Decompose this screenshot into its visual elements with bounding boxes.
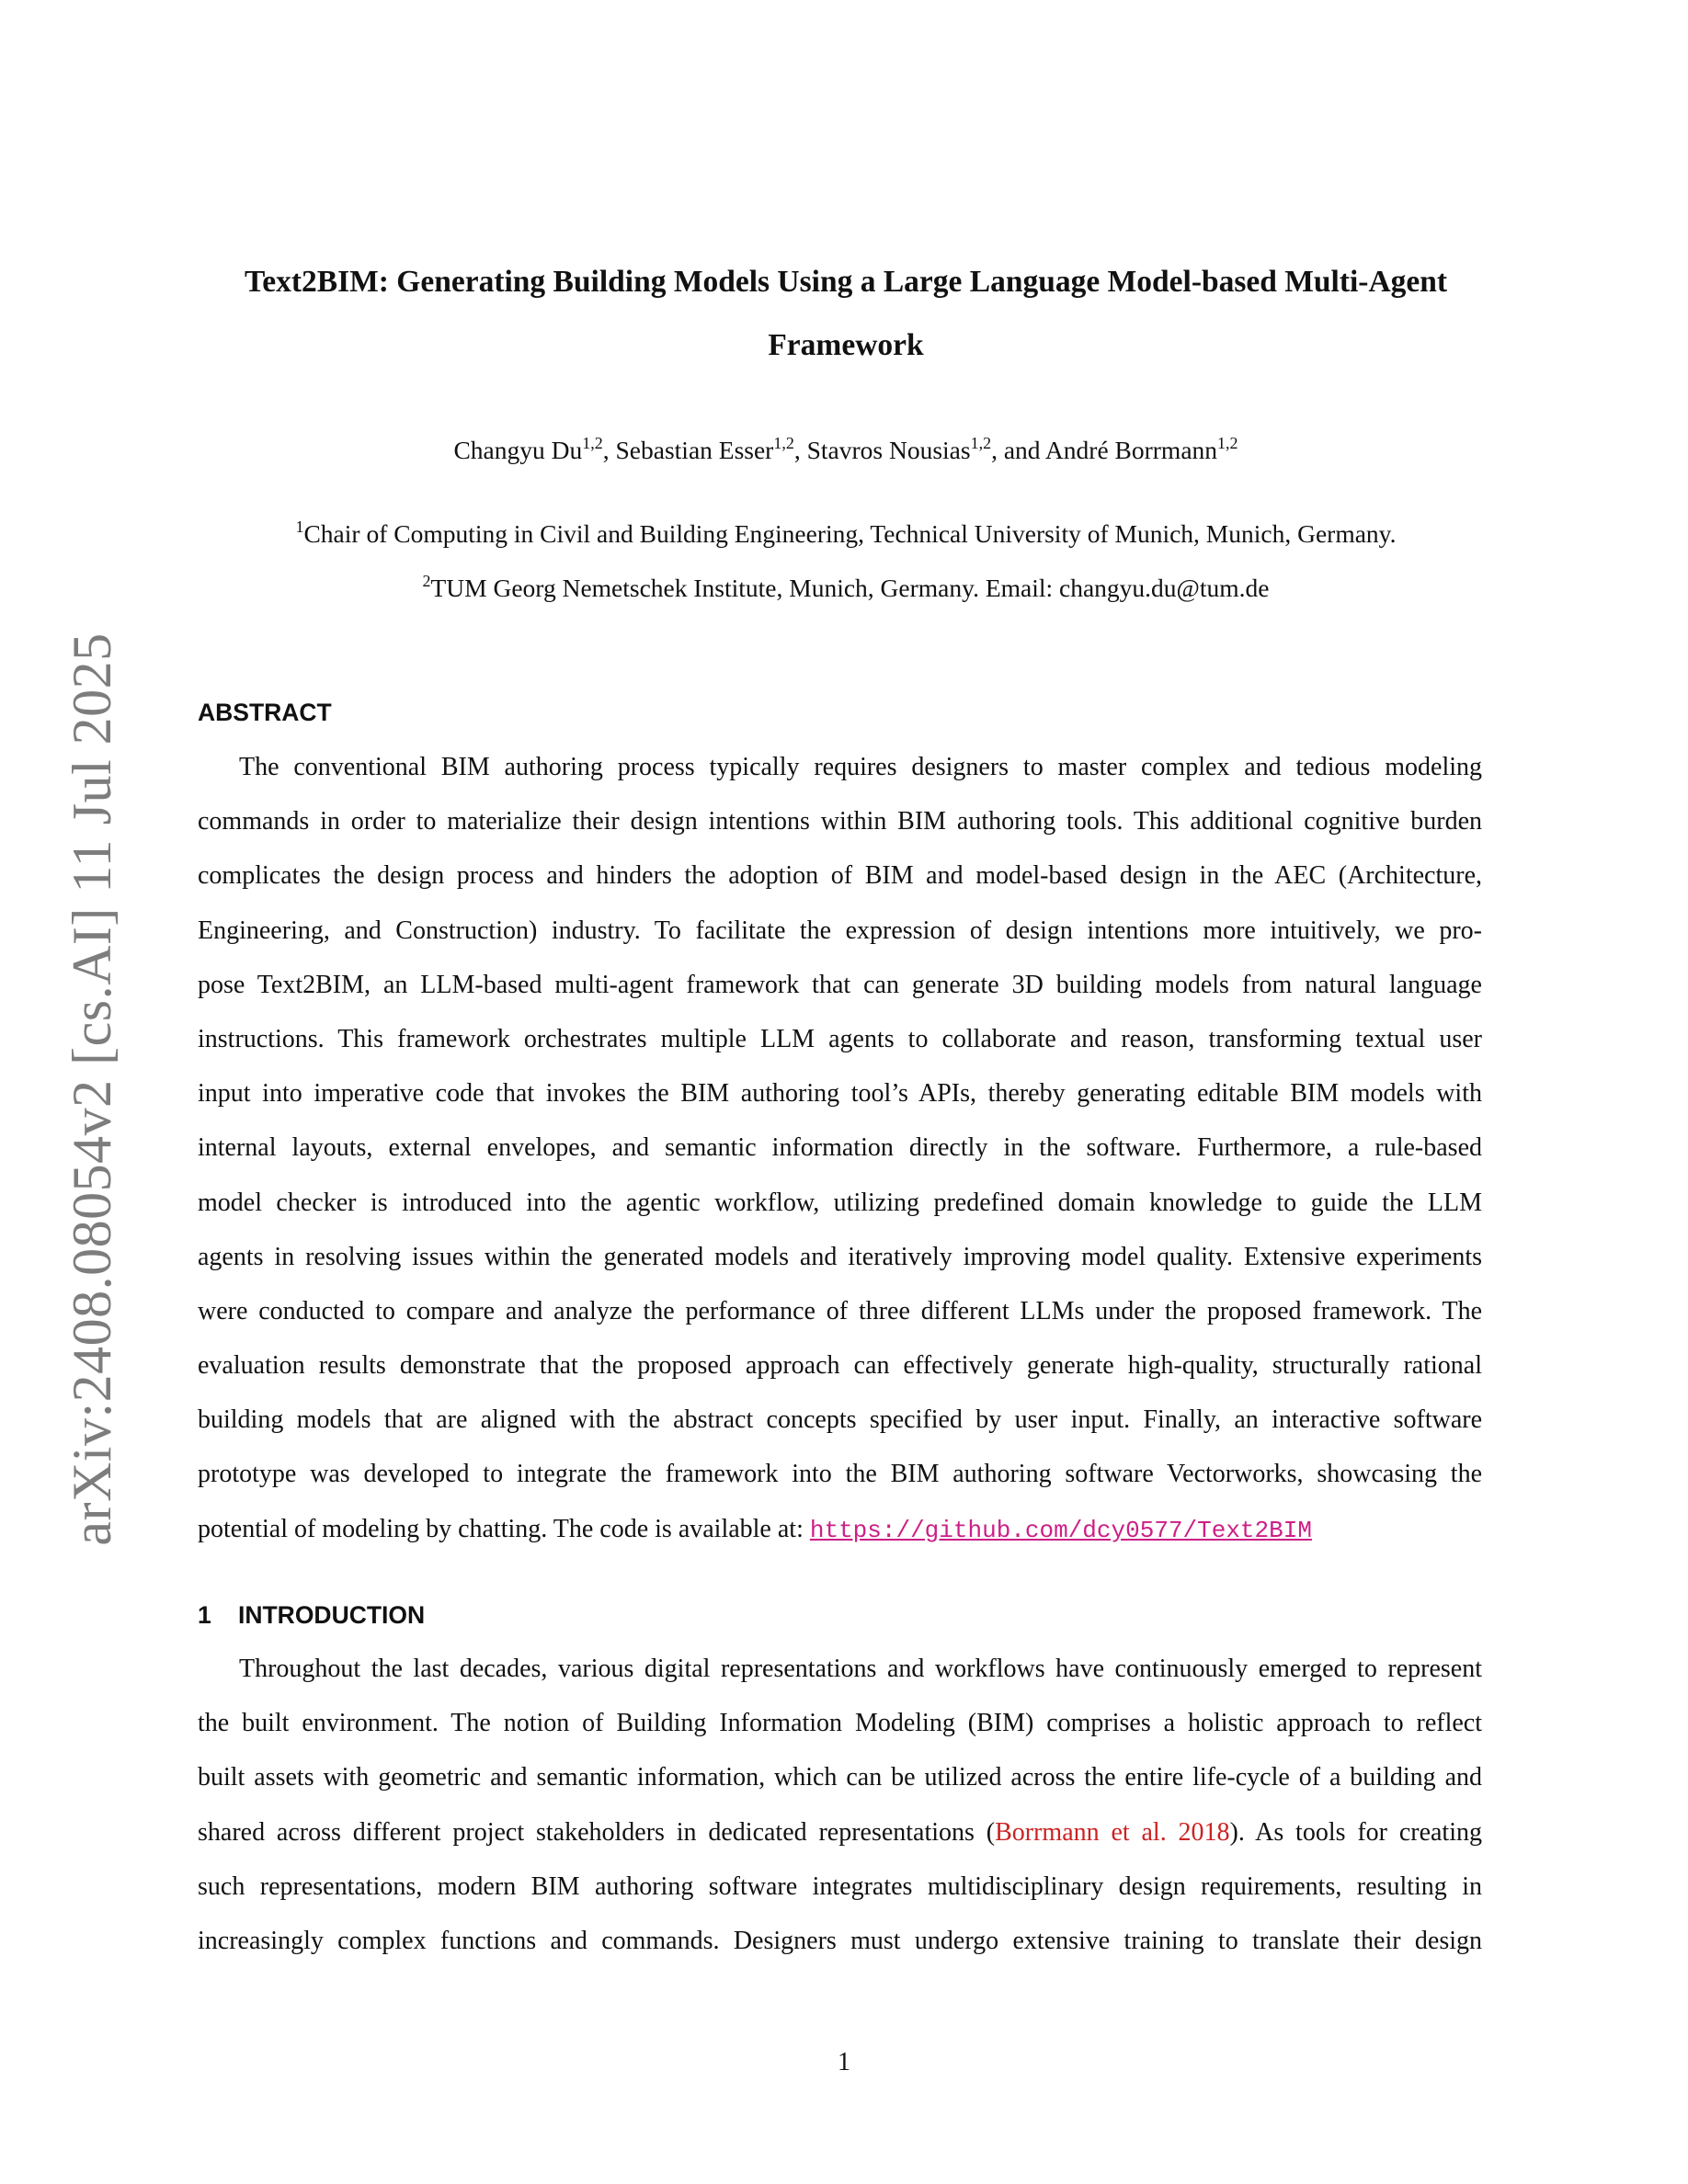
abstract-line: pose Text2BIM, an LLM-based multi-agent framework that can generate 3D building models from natural language (198, 970, 1482, 999)
intro-line: such representations, modern BIM authoring software integrates multidisciplinary design requirements, resulting in (198, 1871, 1482, 1901)
affiliation-text: TUM Georg Nemetschek Institute, Munich, Germany. Email: changyu.du@tum.de (430, 574, 1270, 602)
intro-line-with-citation (198, 1805, 1482, 1860)
paper-title (198, 250, 1494, 377)
author-separator: , and (991, 436, 1045, 464)
author-affiliation-marker: 1,2 (970, 434, 992, 452)
abstract-line: evaluation results demonstrate that the proposed approach can effectively generate high-quality, structurally rational (198, 1351, 1482, 1381)
author-list (198, 432, 1494, 472)
code-repository-link[interactable]: https://github.com/dcy0577/Text2BIM (809, 1516, 1312, 1544)
affiliation-2 (198, 570, 1494, 609)
abstract-line: model checker is introduced into the agentic workflow, utilizing predefined domain knowledge to guide the LLM (198, 1188, 1482, 1217)
title-line-2: Framework (768, 328, 924, 362)
author-affiliation-marker: 1,2 (773, 434, 794, 452)
abstract-heading: ABSTRACT (198, 699, 332, 726)
abstract-line: complicates the design process and hinders the adoption of BIM and model-based design in the AEC (Architecture, (198, 861, 1482, 891)
page-number: 1 (838, 2048, 850, 2076)
affiliation-marker: 2 (422, 572, 431, 590)
author-affiliation-marker: 1,2 (582, 434, 603, 452)
abstract-line: instructions. This framework orchestrates multiple LLM agents to collaborate and reason, transforming textual user (198, 1024, 1482, 1053)
author-name: Sebastian Esser (615, 436, 774, 464)
intro-line: increasingly complex functions and commands. Designers must undergo extensive training to translate their design (198, 1926, 1482, 1955)
citation-link[interactable]: Borrmann et al. 2018 (995, 1817, 1230, 1847)
section-title: INTRODUCTION (238, 1601, 426, 1629)
arxiv-identifier-stamp: arXiv:2408.08054v2 [cs.AI] 11 Jul 2025 (62, 632, 122, 1546)
author-separator: , (602, 436, 616, 464)
author-separator: , (793, 436, 807, 464)
affiliation-1 (198, 516, 1494, 555)
abstract-line: commands in order to materialize their design intentions within BIM authoring tools. This additional cognitive burden (198, 807, 1482, 836)
intro-line: the built environment. The notion of Building Information Modeling (BIM) comprises a holistic approach to reflect (198, 1709, 1482, 1738)
author-name: André Borrmann (1044, 436, 1218, 464)
affiliation-marker: 1 (295, 518, 304, 536)
abstract-line: The conventional BIM authoring process typically requires designers to master complex and tedious modeling (239, 753, 1482, 781)
abstract-line: building models that are aligned with the abstract concepts specified by user input. Finally, an interactive software (198, 1405, 1482, 1435)
abstract-last-line (198, 1502, 1482, 1556)
abstract-line: prototype was developed to integrate the framework into the BIM authoring software Vectorworks, showcasing the (198, 1460, 1482, 1489)
abstract-line: internal layouts, external envelopes, and semantic information directly in the software. Furthermore, a rule-based (198, 1133, 1482, 1163)
affiliation-text: Chair of Computing in Civil and Building Engineering, Technical University of Munich, Munich, Germany. (303, 519, 1397, 548)
abstract-line-text: potential of modeling by chatting. The code is available at: (198, 1514, 810, 1543)
introduction-heading (198, 1597, 425, 1633)
introduction-body (198, 1642, 1482, 1968)
intro-line-text: ). As tools for creating (1229, 1817, 1482, 1847)
intro-line: built assets with geometric and semantic information, which can be utilized across the entire life-cycle of a building and (198, 1763, 1482, 1792)
author-name: Changyu Du (453, 436, 583, 464)
intro-line-text: shared across different project stakeholders in dedicated representations ( (198, 1817, 996, 1847)
section-number: 1 (198, 1601, 211, 1629)
intro-line: Throughout the last decades, various digital representations and workflows have continuously emerged to represent (239, 1655, 1482, 1683)
author-affiliation-marker: 1,2 (1217, 434, 1238, 452)
abstract-line: Engineering, and Construction) industry. To facilitate the expression of design intentions more intuitively, we pro- (198, 916, 1482, 945)
abstract-line: agents in resolving issues within the generated models and iteratively improving model quality. Extensive experiments (198, 1242, 1482, 1271)
abstract-line: input into imperative code that invokes the BIM authoring tool’s APIs, thereby generating editable BIM models with (198, 1079, 1482, 1109)
abstract-line: were conducted to compare and analyze the performance of three different LLMs under the proposed framework. The (198, 1296, 1482, 1325)
abstract-body (198, 740, 1482, 1556)
title-line-1: Text2BIM: Generating Building Models Using a Large Language Model-based Multi-Agent (244, 265, 1448, 299)
author-name: Stavros Nousias (806, 436, 971, 464)
